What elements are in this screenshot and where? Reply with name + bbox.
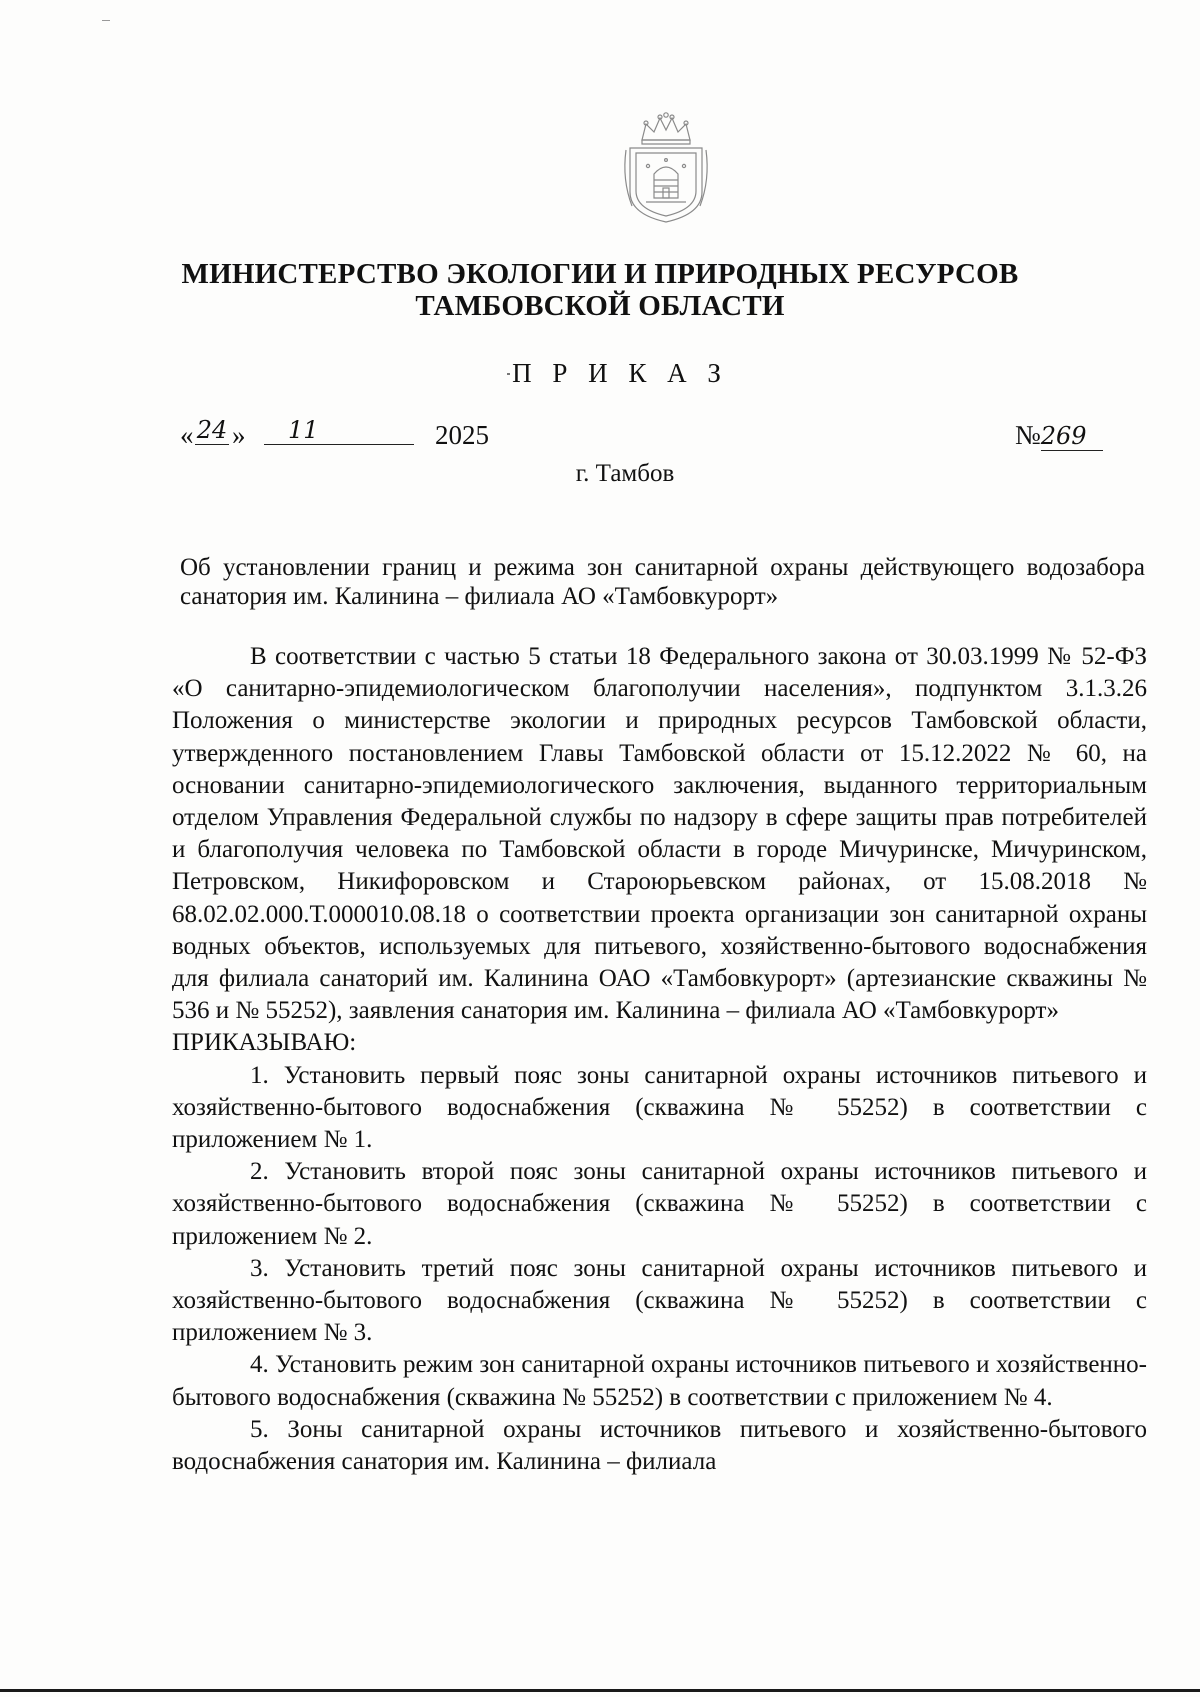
city-line: г. Тамбов (575, 460, 675, 487)
order-item: 3. Установить третий пояс зоны санитарной охраны источников питьевого и хозяйственно-бытового водоснабжения (скважина № 55252) в соответствии с приложением № 3. (172, 1254, 1147, 1347)
ministry-line-1: МИНИСТЕРСТВО ЭКОЛОГИИ И ПРИРОДНЫХ РЕСУРСОВ (181, 258, 1019, 290)
ministry-line-2: ТАМБОВСКОЙ ОБЛАСТИ (415, 290, 785, 322)
scan-edge-line (0, 1689, 1200, 1692)
order-body (172, 641, 1147, 1478)
order-number (1015, 420, 1135, 451)
order-number-handwritten: 269 (1041, 422, 1103, 451)
date-year: 2025 (435, 420, 489, 450)
order-subject: Об установлении границ и режима зон санитарной охраны действующего водозабора санатория им. Калинина – филиала АО «Тамбовкурорт» (180, 554, 1145, 610)
scan-speck (102, 20, 110, 21)
ministry-name (160, 258, 1040, 322)
order-item: 2. Установить второй пояс зоны санитарной охраны источников питьевого и хозяйственно-бытового водоснабжения (скважина № 55252) в соответствии с приложением № 2. (172, 1158, 1147, 1250)
date-open-quote: « (180, 420, 194, 450)
preamble-paragraph: В соответствии с частью 5 статьи 18 Федерального закона от 30.03.1999 № 52-ФЗ «О санитарно-эпидемиологическом благополучии населения», подпунктом 3.1.3.26 Положения о министерстве экологии и природных ресурсов Тамбовской области, утвержденного постановлением Главы Тамбовской области от 15.12.2022 № 60, на основании санитарно-эпидемиологического заключения, выданного территориальным отделом Управления Федеральной службы по надзору в сфере защиты прав потребителей и благополучия человека по Тамбовской области в городе Мичуринске, Мичуринском, Петровском, Никифоровском и Староюрьевском районах, от 15.08.2018 № 68.02.02.000.Т.000010.08.18 о соответствии проекта организации зон санитарной охраны водных объектов, используемых для питьевого, хозяйственно-бытового водоснабжения для филиала санаторий им. Калинина ОАО «Тамбовкурорт» (артезианские скважины № 536 и № 55252), заявления санатория им. Калинина – филиала АО «Тамбовкурорт» (172, 643, 1147, 1025)
date-close-quote: » (232, 420, 246, 450)
order-word: ПРИКАЗЫВАЮ: (172, 1029, 357, 1057)
order-item: 1. Установить первый пояс зоны санитарной охраны источников питьевого и хозяйственно-бытового водоснабжения (скважина № 55252) в соответствии с приложением № 1. (172, 1061, 1147, 1154)
order-date (180, 416, 520, 456)
order-title: П Р И К А З (512, 358, 728, 388)
order-item: 4. Установить режим зон санитарной охраны источников питьевого и хозяйственно-бытового водоснабжения (скважина № 55252) в соответствии с приложением № 4. (172, 1351, 1147, 1411)
number-sign: № (1015, 420, 1041, 450)
date-month-handwritten: 11 (264, 416, 414, 445)
date-day-handwritten: 24 (196, 416, 228, 444)
order-item: 5. Зоны санитарной охраны источников питьевого и хозяйственно-бытового водоснабжения санатория им. Калинина – филиала (172, 1415, 1147, 1476)
tambov-coat-of-arms-icon (620, 110, 712, 226)
